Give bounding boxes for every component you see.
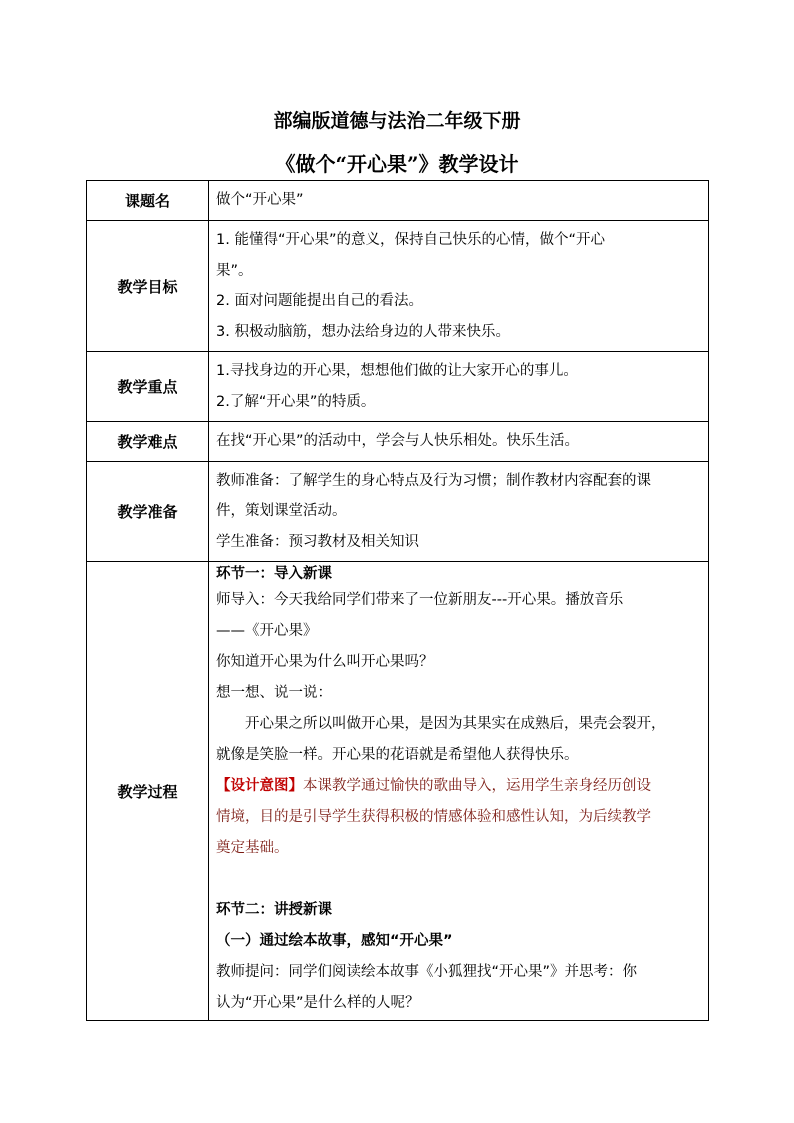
lesson-plan-table <box>86 180 709 1021</box>
key-point-item: 2.了解“开心果”的特质。 <box>216 393 376 410</box>
preparation-content <box>209 461 709 562</box>
teacher-question-line: 认为“开心果”是什么样的人呢？ <box>216 995 420 1011</box>
row-topic <box>87 181 709 221</box>
goal-item: 3. 积极动脑筋，想办法给身边的人带来快乐。 <box>216 323 510 340</box>
paragraph-line: 就像是笑脸一样。开心果的花语就是希望他人获得快乐。 <box>216 747 579 763</box>
doc-title-line1: 部编版道德与法治二年级下册 <box>273 110 521 132</box>
teacher-question-line: 教师提问：同学们阅读绘本故事《小狐狸找“开心果”》并思考：你 <box>216 964 638 980</box>
row-difficulty <box>87 422 709 462</box>
row-goals <box>87 221 709 352</box>
preparation-label: 教学准备 <box>87 461 209 562</box>
design-intent-text: 情境，目的是引导学生获得积极的情感体验和感性认知，为后续教学 <box>216 809 651 825</box>
preparation-item: 学生准备：预习教材及相关知识 <box>216 533 419 550</box>
row-preparation <box>87 461 709 562</box>
intro-line: 师导入：今天我给同学们带来了一位新朋友---开心果。播放音乐 <box>216 592 624 608</box>
design-intent-text: 奠定基础。 <box>216 840 289 856</box>
difficulty-label: 教学难点 <box>87 422 209 462</box>
goal-item: 2. 面对问题能提出自己的看法。 <box>216 293 423 309</box>
process-content <box>209 562 709 1021</box>
topic-value: 做个“开心果” <box>209 181 709 221</box>
goals-content <box>209 221 709 352</box>
difficulty-value: 在找“开心果”的活动中，学会与人快乐相处。快乐生活。 <box>209 422 709 462</box>
think-line: 想一想、说一说： <box>216 685 332 701</box>
row-process <box>87 562 709 1021</box>
intro-line: ——《开心果》 <box>216 623 318 639</box>
key-point-item: 1.寻找身边的开心果，想想他们做的让大家开心的事儿。 <box>216 363 578 379</box>
sub1-title: （一）通过绘本故事，感知“开心果” <box>216 933 453 949</box>
row-key-points <box>87 352 709 422</box>
section2-title: 环节二：讲授新课 <box>216 902 332 918</box>
goal-item: 果”。 <box>216 262 253 279</box>
question-line: 你知道开心果为什么叫开心果吗？ <box>216 654 434 670</box>
goal-item: 1. 能懂得“开心果”的意义，保持自己快乐的心情，做个“开心 <box>216 232 605 248</box>
preparation-item: 件，策划课堂活动。 <box>216 503 347 519</box>
key-points-content <box>209 352 709 422</box>
key-points-label: 教学重点 <box>87 352 209 422</box>
design-intent-tag: 【设计意图】 <box>216 778 303 794</box>
topic-label: 课题名 <box>87 181 209 221</box>
paragraph-line: 开心果之所以叫做开心果，是因为其果实在成熟后，果壳会裂开， <box>245 716 666 732</box>
goals-label: 教学目标 <box>87 221 209 352</box>
design-intent-text: 本课教学通过愉快的歌曲导入，运用学生亲身经历创设 <box>303 778 651 794</box>
blank-line <box>216 864 701 895</box>
design-intent-line <box>216 771 701 802</box>
preparation-item: 教师准备：了解学生的身心特点及行为习惯；制作教材内容配套的课 <box>216 472 651 489</box>
doc-title-line2: 《做个“开心果”》教学设计 <box>275 152 519 176</box>
process-label: 教学过程 <box>87 562 209 1021</box>
section1-title: 环节一：导入新课 <box>216 566 332 582</box>
